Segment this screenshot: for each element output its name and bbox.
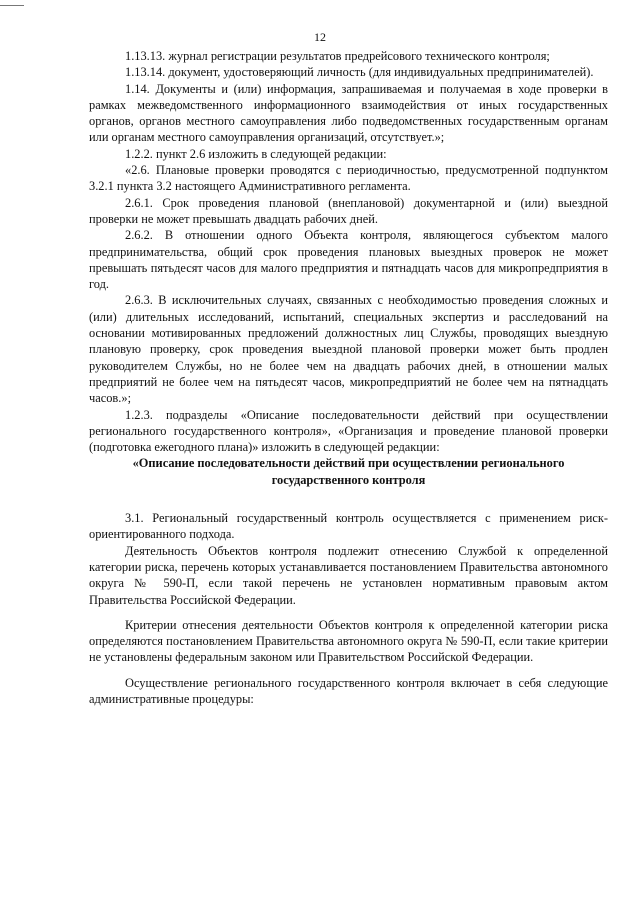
paragraph-2-6-2: 2.6.2. В отношении одного Объекта контроля, являющегося субъектом малого предпринимательства, общий срок проведения плановых выездных проверок не может превышать пятьдесят часов для малого предприятия и пятнадцать часов для микропредприятия в год. [89, 228, 608, 292]
section-heading: «Описание последовательности действий при осуществлении регионального государственного контроля [132, 456, 565, 487]
paragraph-3-1: 3.1. Региональный государственный контроль осуществляется с применением риск-ориентированного подхода. [89, 511, 608, 542]
spacer [89, 666, 608, 675]
paragraph-admin-procedures: Осуществление регионального государственного контроля включает в себя следующие административные процедуры: [89, 675, 608, 706]
document-body [89, 48, 608, 707]
scan-corner-mark [0, 0, 24, 6]
paragraph-1-2-2: 1.2.2. пункт 2.6 изложить в следующей редакции: [125, 146, 387, 161]
paragraph-risk-criteria: Критерии отнесения деятельности Объектов контроля к определенной категории риска определяются постановлением Правительства автономного округа № 590-П, если такие критерии не установлены федеральным законом или Правительством Российской Федерации. [89, 617, 608, 665]
paragraph-1-2-3: 1.2.3. подразделы «Описание последовательности действий при осуществлении регионального государственного контроля», «Организация и проведение плановой проверки (подготовка ежегодного плана)» изложить в следующей редакции: [89, 407, 608, 455]
spacer [89, 608, 608, 617]
paragraph-2-6: «2.6. Плановые проверки проводятся с периодичностью, предусмотренной подпунктом 3.2.1 пункта 3.2 настоящего Административного регламента. [89, 163, 608, 194]
paragraph-2-6-3: 2.6.3. В исключительных случаях, связанных с необходимостью проведения сложных и (или) длительных исследований, испытаний, специальных экспертиз и расследований на основании мотивированных предложений должностных лиц Службы, проводящих выездную плановую проверку, срок проведения выездной плановой проверки может быть продлен руководителем Службы, но не более чем на двадцать рабочих дней, в отношении малых предприятий не более чем на пятьдесят часов, микропредприятий не более чем на пятнадцать часов.»; [89, 293, 608, 406]
paragraph-1-13-14: 1.13.14. документ, удостоверяющий личность (для индивидуальных предпринимателей). [125, 65, 594, 80]
paragraph-1-13-13: 1.13.13. журнал регистрации результатов предрейсового технического контроля; [125, 49, 550, 63]
paragraph-risk-category: Деятельность Объектов контроля подлежит отнесению Службой к определенной категории риска, перечень которых устанавливается постановлением Правительства автономного округа № 590-П, если такой перечень не установлен нормативным правовым актом Правительства Российской Федерации. [89, 543, 608, 607]
paragraph-1-14: 1.14. Документы и (или) информация, запрашиваемая и получаемая в ходе проверки в рамках межведомственного информационного взаимодействия от иных государственных органов, органов местного самоуправления либо подведомственных государственным органам или органам местного самоуправления организаций, отсутствует.»; [89, 81, 608, 145]
page-number: 12 [314, 30, 326, 44]
paragraph-2-6-1: 2.6.1. Срок проведения плановой (внеплановой) документарной и (или) выездной проверки не может превышать двадцать рабочих дней. [89, 195, 608, 226]
spacer [89, 488, 608, 510]
